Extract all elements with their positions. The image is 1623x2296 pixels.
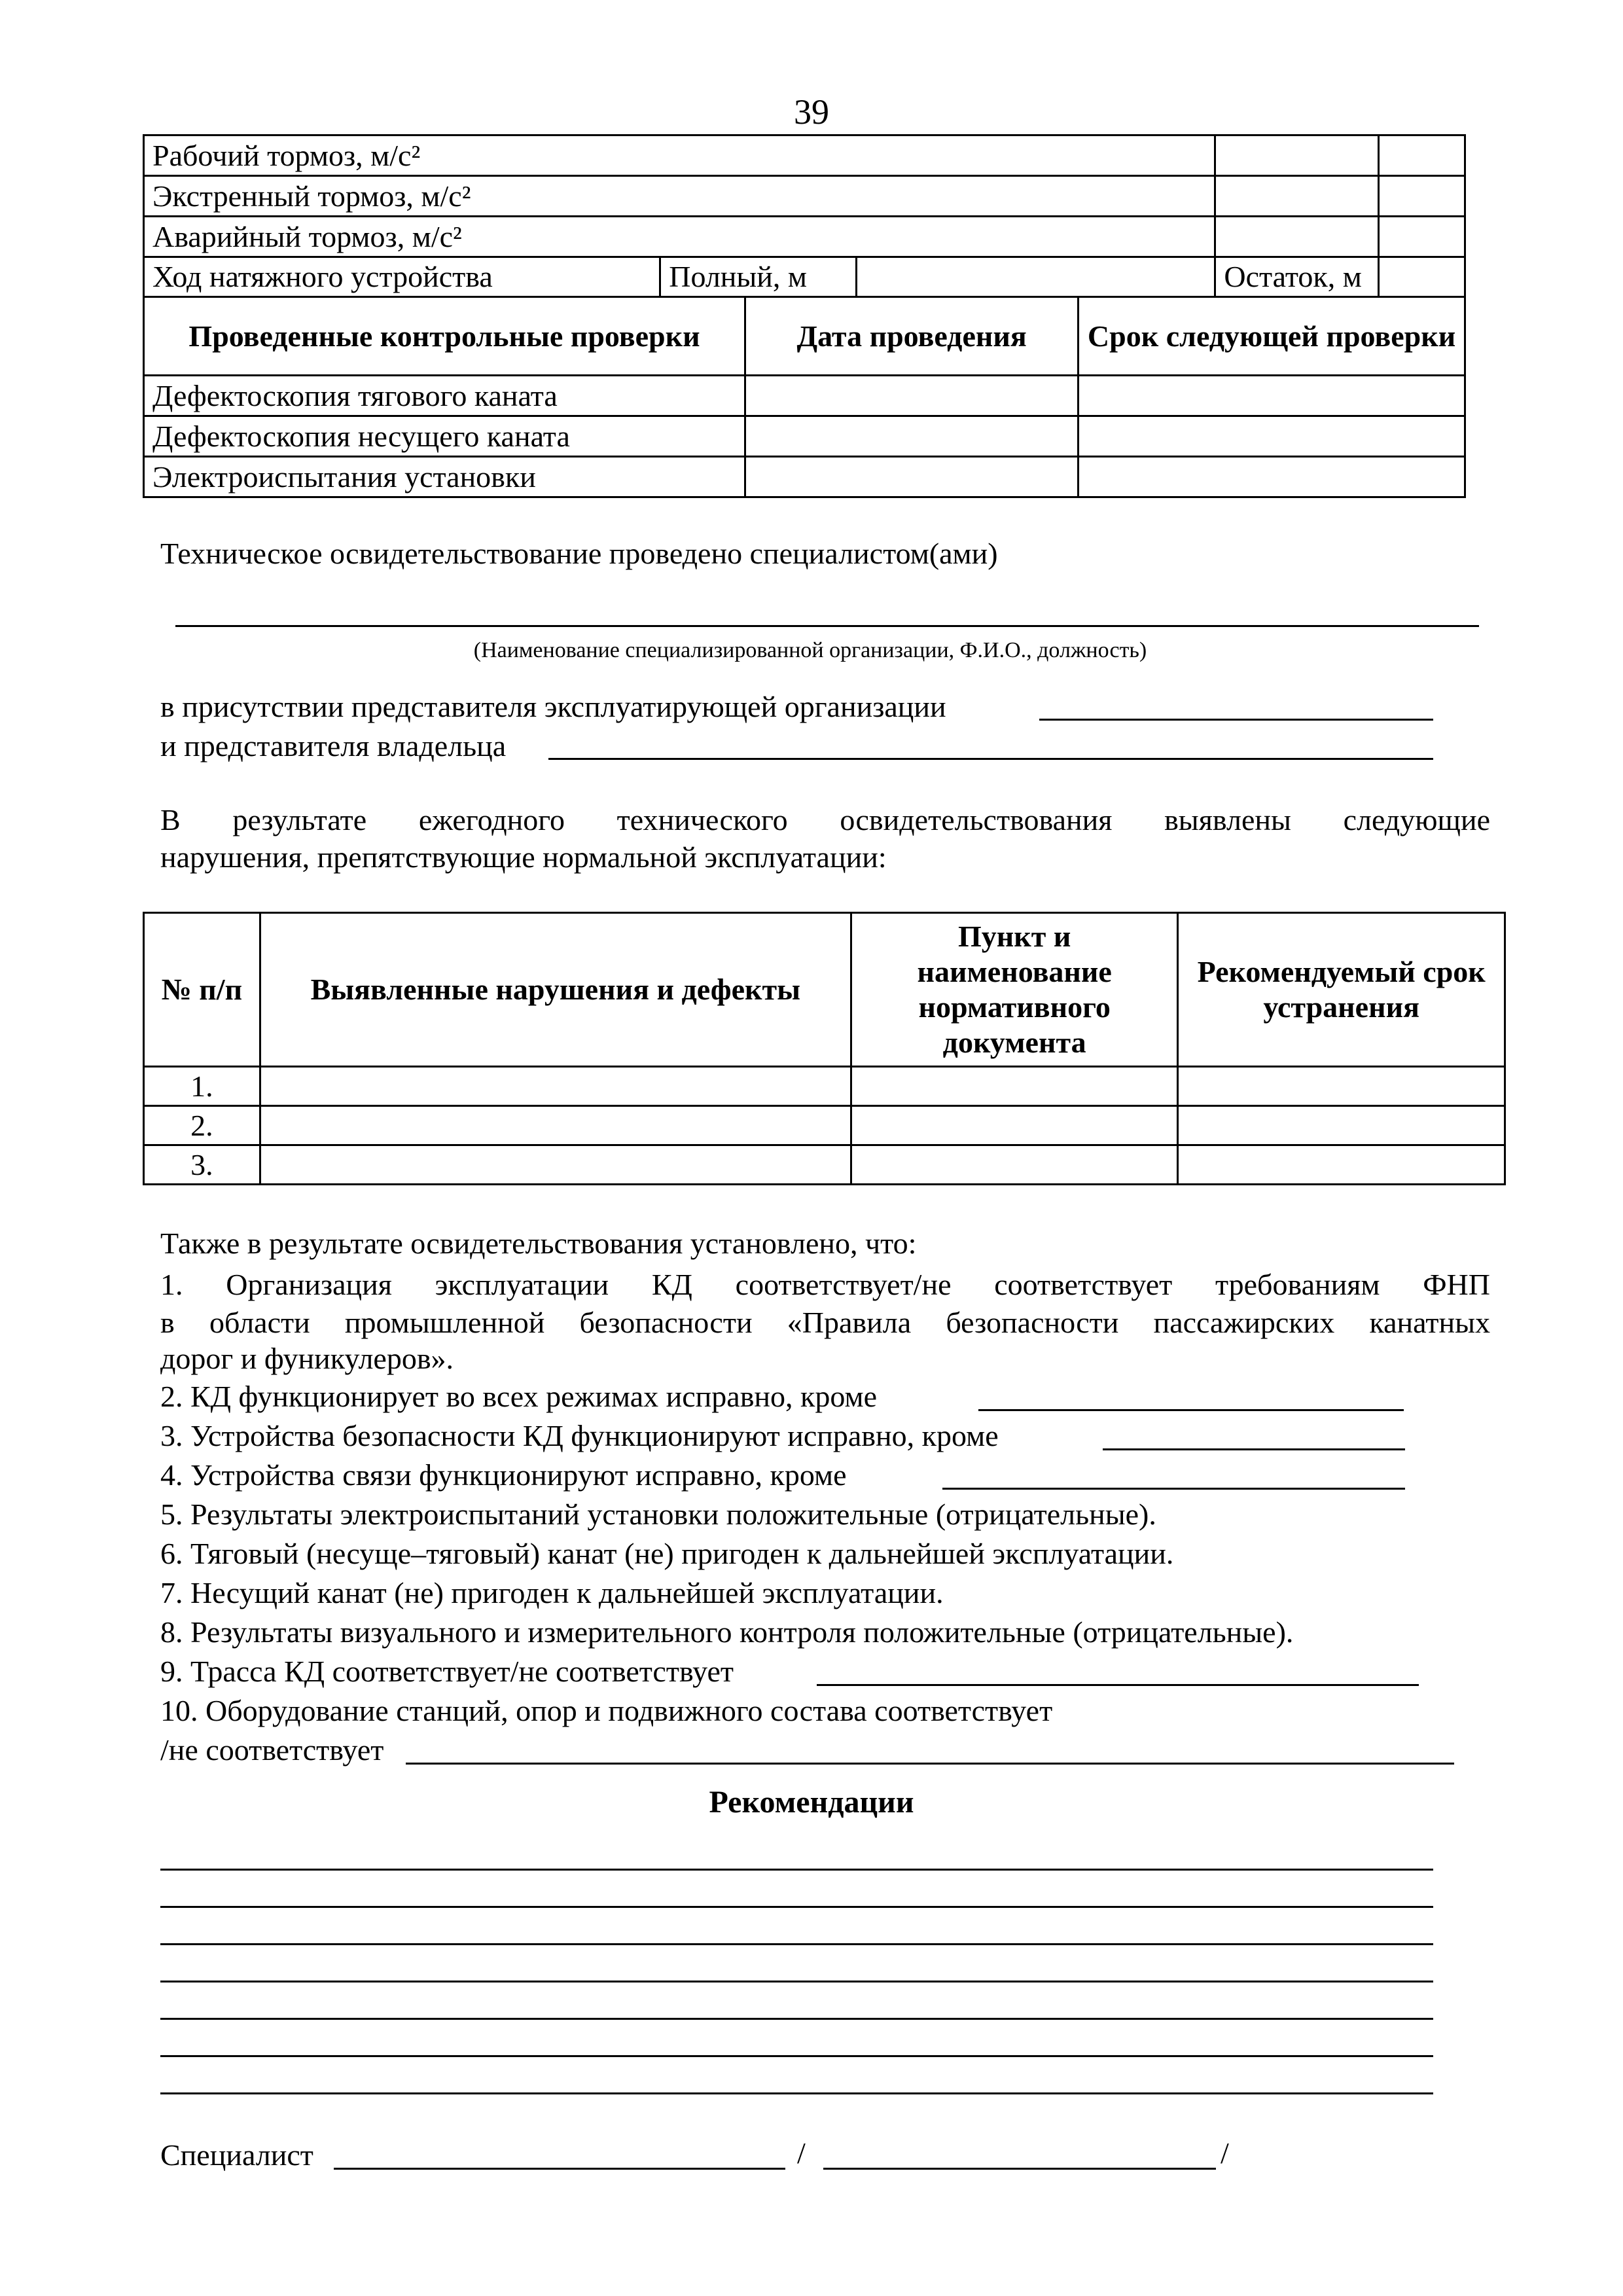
signature-label: Специалист [160,2138,313,2172]
check-next-cell[interactable] [1079,416,1465,457]
finding-item-7: 7. Несущий канат (не) пригоден к дальнейшей эксплуатации. [160,1576,944,1609]
table-header-row [144,297,1465,376]
violations-intro-line-2: нарушения, препятствующие нормальной эксплуатации: [160,840,887,874]
column-header-clause: Пункт и наименование нормативного документа [851,913,1177,1067]
column-header-next-check: Срок следующей проверки [1079,297,1465,376]
table-row [144,135,1465,176]
violations-table [143,912,1506,1185]
tension-device-label: Ход натяжного устройства [144,257,660,297]
tension-rest-value[interactable] [1379,257,1465,297]
working-brake-value-1[interactable] [1215,135,1379,176]
signature-fill-line[interactable] [334,2168,785,2170]
finding-item-9: 9. Трасса КД соответствует/не соответствует [160,1655,734,1688]
defect-cell[interactable] [260,1145,851,1185]
check-label: Электроиспытания установки [144,457,745,497]
finding-item-1-line-1: 1. Организация эксплуатации КД соответствует/не соответствует требованиям ФНП [160,1268,1490,1301]
table-row [144,1145,1505,1185]
recommendation-line[interactable] [160,2092,1433,2094]
clause-cell[interactable] [851,1145,1177,1185]
finding-item-4: 4. Устройства связи функционируют исправно, кроме [160,1458,847,1492]
recommendation-line[interactable] [160,1981,1433,1982]
failsafe-brake-label: Аварийный тормоз, м/с² [144,217,1215,257]
organization-fill-line[interactable] [175,625,1479,627]
row-number: 2. [144,1106,260,1145]
finding-item-10-line-1: 10. Оборудование станций, опор и подвижного состава соответствует [160,1694,1053,1727]
operator-rep-label: в присутствии представителя эксплуатирующей организации [160,690,946,723]
checks-table [143,296,1466,498]
column-header-date: Дата проведения [745,297,1079,376]
findings-intro: Также в результате освидетельствования установлено, что: [160,1227,917,1260]
clause-cell[interactable] [851,1067,1177,1106]
table-row [144,257,1465,297]
emergency-brake-value-1[interactable] [1215,176,1379,217]
recommendation-line[interactable] [160,1906,1433,1908]
emergency-brake-label: Экстренный тормоз, м/с² [144,176,1215,217]
finding-item-2-fill-line[interactable] [978,1409,1404,1411]
violations-intro-line-1: В результате ежегодного технического освидетельствования выявлены следующие [160,803,1490,836]
check-label: Дефектоскопия тягового каната [144,376,745,416]
clause-cell[interactable] [851,1106,1177,1145]
failsafe-brake-value-1[interactable] [1215,217,1379,257]
check-date-cell[interactable] [745,457,1079,497]
finding-item-1-line-2: в области промышленной безопасности «Правила безопасности пассажирских канатных [160,1306,1490,1339]
row-number: 1. [144,1067,260,1106]
table-row [144,1106,1505,1145]
check-label: Дефектоскопия несущего каната [144,416,745,457]
parameters-table [143,134,1466,298]
check-date-cell[interactable] [745,416,1079,457]
owner-rep-label: и представителя владельца [160,729,507,762]
column-header-checks: Проведенные контрольные проверки [144,297,745,376]
table-row [144,416,1465,457]
recommendation-line[interactable] [160,2055,1433,2057]
specialist-statement: Техническое освидетельствование проведено специалистом(ами) [160,537,998,570]
finding-item-3: 3. Устройства безопасности КД функционируют исправно, кроме [160,1419,999,1452]
recommendation-line[interactable] [160,2018,1433,2020]
table-row [144,217,1465,257]
row-number: 3. [144,1145,260,1185]
failsafe-brake-value-2[interactable] [1379,217,1465,257]
finding-item-2: 2. КД функционирует во всех режимах исправно, кроме [160,1380,878,1413]
column-header-term: Рекомендуемый срок устранения [1178,913,1505,1067]
signature-separator: / [1221,2136,1229,2170]
signature-separator: / [797,2136,806,2170]
finding-item-8: 8. Результаты визуального и измерительного контроля положительные (отрицательные). [160,1615,1294,1649]
organization-caption: (Наименование специализированной организации, Ф.И.О., должность) [473,638,1147,662]
table-row [144,1067,1505,1106]
table-row [144,176,1465,217]
emergency-brake-value-2[interactable] [1379,176,1465,217]
owner-rep-fill-line[interactable] [548,758,1433,760]
operator-rep-fill-line[interactable] [1039,719,1433,721]
recommendation-line[interactable] [160,1943,1433,1945]
tension-rest-label: Остаток, м [1215,257,1379,297]
finding-item-10-line-2: /не соответствует [160,1733,384,1767]
name-fill-line[interactable] [823,2168,1216,2170]
defect-cell[interactable] [260,1067,851,1106]
term-cell[interactable] [1178,1106,1505,1145]
term-cell[interactable] [1178,1067,1505,1106]
working-brake-value-2[interactable] [1379,135,1465,176]
check-next-cell[interactable] [1079,457,1465,497]
finding-item-6: 6. Тяговый (несуще–тяговый) канат (не) пригоден к дальнейшей эксплуатации. [160,1537,1174,1570]
tension-full-label: Полный, м [660,257,857,297]
recommendations-title: Рекомендации [709,1785,914,1820]
working-brake-label: Рабочий тормоз, м/с² [144,135,1215,176]
column-header-defects: Выявленные нарушения и дефекты [260,913,851,1067]
tension-full-value[interactable] [857,257,1215,297]
finding-item-5: 5. Результаты электроиспытаний установки положительные (отрицательные). [160,1498,1156,1531]
check-next-cell[interactable] [1079,376,1465,416]
page-number: 39 [794,92,829,132]
finding-item-10-fill-line[interactable] [406,1763,1454,1765]
table-row [144,457,1465,497]
term-cell[interactable] [1178,1145,1505,1185]
finding-item-9-fill-line[interactable] [817,1684,1419,1686]
table-row [144,376,1465,416]
column-header-number: № п/п [144,913,260,1067]
finding-item-4-fill-line[interactable] [942,1488,1405,1490]
finding-item-3-fill-line[interactable] [1103,1448,1405,1450]
defect-cell[interactable] [260,1106,851,1145]
table-header-row [144,913,1505,1067]
finding-item-1-line-3: дорог и фуникулеров». [160,1342,454,1375]
check-date-cell[interactable] [745,376,1079,416]
recommendation-line[interactable] [160,1869,1433,1871]
